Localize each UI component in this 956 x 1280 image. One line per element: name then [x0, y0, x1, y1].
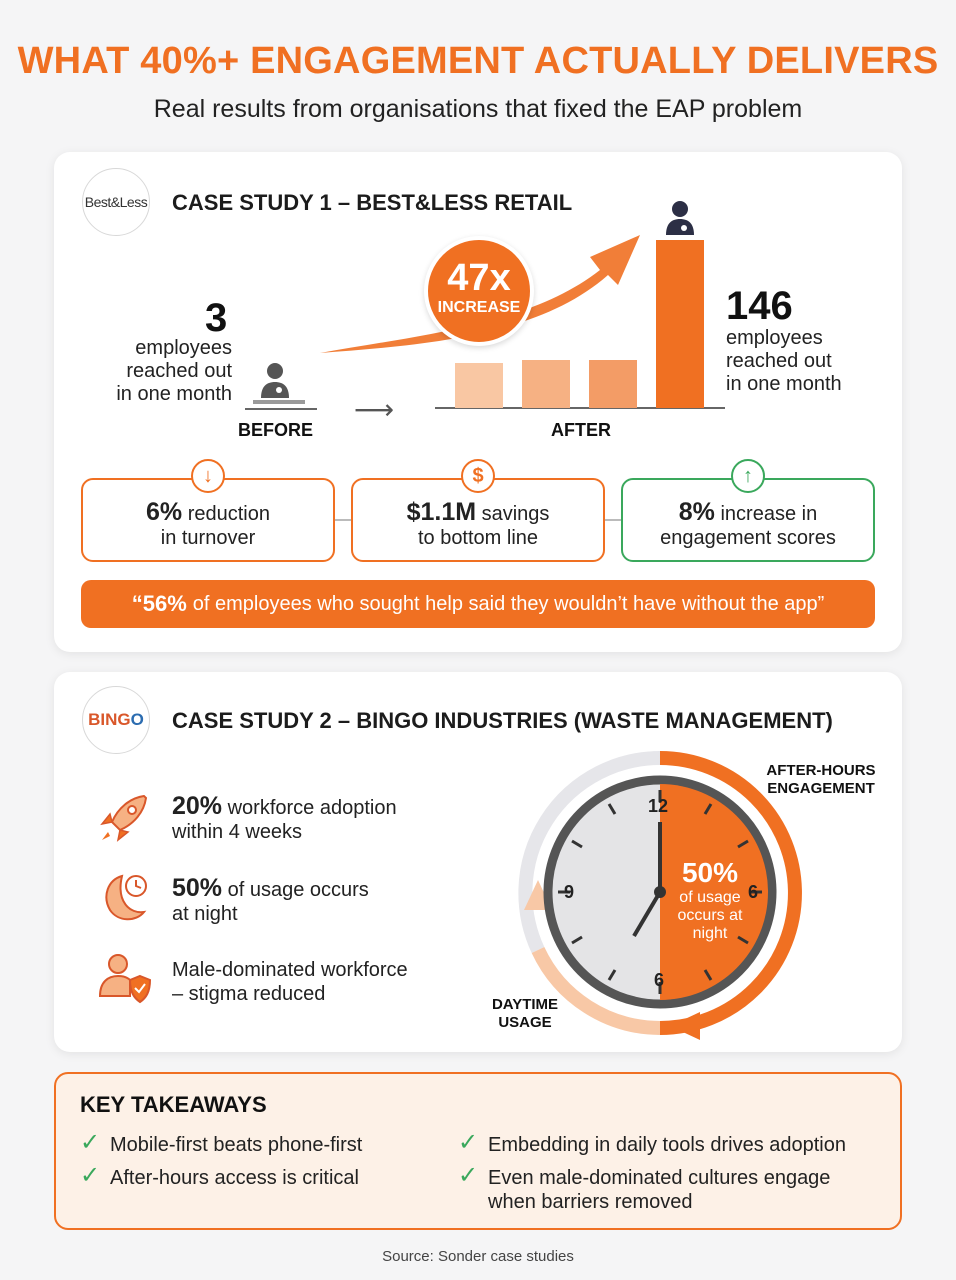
quote-banner — [81, 580, 875, 628]
after-hours-arrowhead — [670, 1012, 700, 1040]
clock-number-9: 9 — [564, 882, 575, 902]
daytime-label: DAYTIME USAGE — [491, 996, 559, 1031]
page-title: WHAT 40%+ ENGAGEMENT ACTUALLY DELIVERS — [17, 40, 939, 82]
feature-night-usage: 50% of usage occurs at night — [172, 874, 369, 925]
bar-4-tall — [656, 240, 704, 408]
check-icon: ✓ — [458, 1162, 479, 1189]
after-label: AFTER — [551, 420, 611, 440]
before-label: BEFORE — [238, 420, 314, 440]
person-after-body — [666, 219, 694, 235]
stat-turnover: 6% reduction in turnover — [81, 478, 335, 562]
clock-number-3: 6 — [748, 882, 759, 902]
takeaway-item: ✓ Even male-dominated cultures engage when barriers removed — [458, 1162, 831, 1213]
bar-1 — [455, 363, 503, 408]
person-after-head — [672, 201, 688, 217]
after-number: 146 — [726, 284, 793, 328]
dollar-icon: $ — [461, 459, 495, 493]
stat-connector-2 — [604, 519, 622, 521]
case-study-2-title: CASE STUDY 2 – BINGO INDUSTRIES (WASTE MANAGEMENT) — [172, 708, 833, 733]
user-shield-icon — [98, 952, 154, 1004]
bar-3 — [589, 360, 637, 408]
takeaway-item: ✓ Embedding in daily tools drives adoption — [458, 1129, 846, 1156]
quote-text: of employees who sought help said they wouldn’t have without the app” — [192, 592, 825, 615]
clock-center-line3: night — [692, 925, 728, 942]
bar-2 — [522, 360, 570, 408]
quote-highlight: “56% — [131, 591, 187, 616]
check-icon: ✓ — [80, 1162, 101, 1189]
before-after-arrow-icon: ⟶ — [354, 394, 395, 425]
check-icon: ✓ — [80, 1129, 101, 1156]
bingo-logo — [82, 686, 150, 754]
source-note: Source: Sonder case studies — [382, 1248, 574, 1265]
page-subtitle: Real results from organisations that fixed the EAP problem — [153, 95, 803, 123]
stat-connector-1 — [334, 519, 352, 521]
increase-badge — [424, 236, 534, 346]
bestless-logo-text: Best&Less — [84, 194, 148, 210]
bestless-logo — [82, 168, 150, 236]
before-description: employees reached out in one month — [116, 337, 232, 405]
person-at-desk-icon — [245, 360, 321, 412]
feature-adoption: 20% workforce adoption within 4 weeks — [172, 792, 397, 843]
after-hours-label: AFTER-HOURS ENGAGEMENT — [766, 762, 876, 797]
before-number: 3 — [205, 296, 228, 340]
rocket-icon — [98, 792, 152, 844]
after-description: employees reached out in one month — [726, 327, 842, 395]
up-arrow-icon: ↑ — [731, 459, 765, 493]
clock-center-line1: of usage — [679, 889, 741, 906]
case-study-1-title: CASE STUDY 1 – BEST&LESS RETAIL — [172, 190, 573, 215]
clock-center-value: 50% — [681, 857, 739, 888]
increase-value: 47x — [447, 257, 511, 299]
clock-center-line2: occurs at — [677, 907, 743, 924]
feature-stigma: Male-dominated workforce – stigma reduced — [172, 959, 408, 1005]
down-arrow-icon: ↓ — [191, 459, 225, 493]
takeaway-item: ✓ After-hours access is critical — [80, 1162, 359, 1189]
increase-label: INCREASE — [437, 299, 521, 316]
key-takeaways-title: KEY TAKEAWAYS — [80, 1092, 267, 1117]
stat-savings: $1.1M savings to bottom line — [351, 478, 605, 562]
takeaway-item: ✓ Mobile-first beats phone-first — [80, 1129, 363, 1156]
clock-number-6: 6 — [654, 970, 665, 990]
bingo-logo-text: BINGO — [88, 710, 144, 729]
moon-clock-icon — [98, 872, 154, 924]
check-icon: ✓ — [458, 1129, 479, 1156]
stat-engagement: 8% increase in engagement scores — [621, 478, 875, 562]
clock-number-12: 12 — [648, 796, 669, 816]
